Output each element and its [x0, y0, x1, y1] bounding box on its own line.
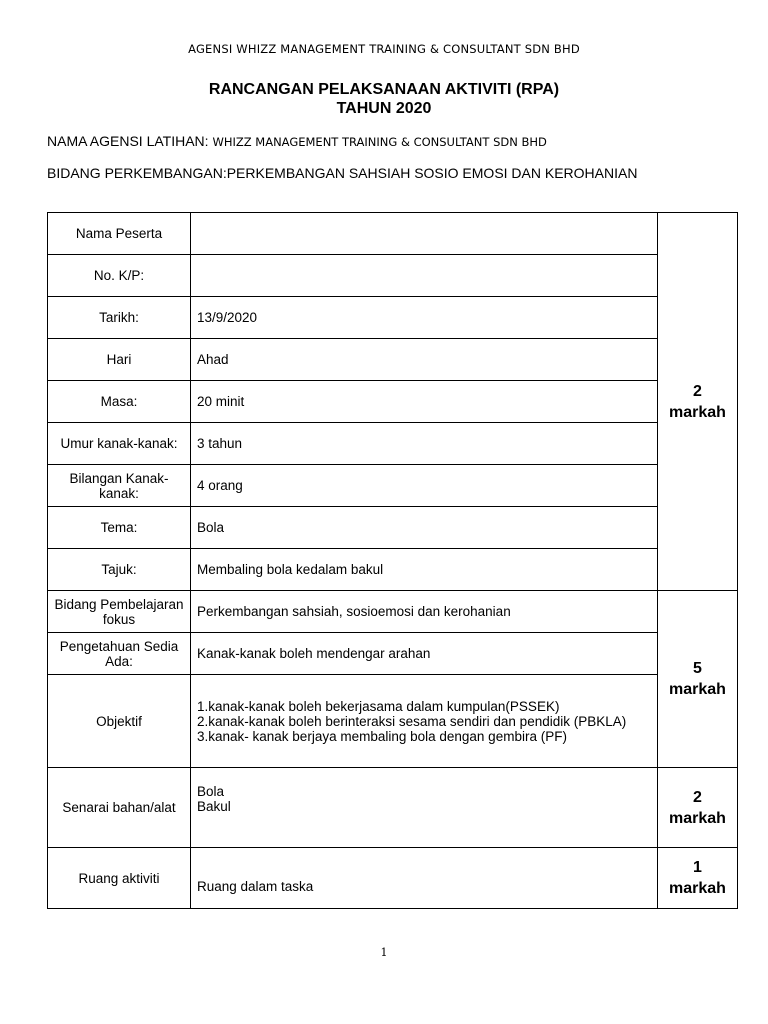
document-title — [0, 80, 768, 118]
rpa-table — [47, 212, 738, 909]
table-row — [48, 768, 738, 848]
table-row — [48, 549, 738, 591]
table-row — [48, 339, 738, 381]
title-line-2: TAHUN 2020 — [336, 100, 432, 117]
row-value: Ahad — [191, 339, 658, 381]
material-item: Bakul — [197, 799, 231, 814]
table-row — [48, 423, 738, 465]
row-label: Tema: — [48, 507, 191, 549]
marks-unit: markah — [669, 880, 726, 897]
header-agency-name: AGENSI WHIZZ MANAGEMENT TRAINING & CONSULTANT SDN BHD — [188, 42, 580, 56]
row-label: Bilangan Kanak-kanak: — [48, 465, 191, 507]
material-item: Bola — [197, 784, 225, 799]
row-label: Objektif — [48, 675, 191, 768]
marks-cell — [658, 213, 738, 591]
agency-line — [47, 133, 547, 149]
row-label: Pengetahuan Sedia Ada: — [48, 633, 191, 675]
objective-item: 3.kanak- kanak berjaya membaling bola dengan gembira (PF) — [197, 728, 567, 744]
row-label: Nama Peserta — [48, 213, 191, 255]
table-row — [48, 465, 738, 507]
row-label: Bidang Pembelajaran fokus — [48, 591, 191, 633]
row-value: Bola — [191, 507, 658, 549]
row-value: Kanak-kanak boleh mendengar arahan — [191, 633, 658, 675]
table-row — [48, 591, 738, 633]
table-row — [48, 675, 738, 768]
row-value: 3 tahun — [191, 423, 658, 465]
row-value-list — [191, 675, 658, 768]
page-number: 1 — [380, 946, 388, 959]
marks-unit: markah — [669, 403, 726, 421]
row-value-list — [191, 768, 658, 848]
agency-value: WHIZZ MANAGEMENT TRAINING & CONSULTANT SDN BHD — [212, 135, 547, 149]
row-value — [191, 255, 658, 297]
row-value: 4 orang — [191, 465, 658, 507]
row-value: Membaling bola kedalam bakul — [191, 549, 658, 591]
row-label: Tajuk: — [48, 549, 191, 591]
marks-cell — [658, 591, 738, 768]
bidang-line: BIDANG PERKEMBANGAN:PERKEMBANGAN SAHSIAH SOSIO EMOSI DAN KEROHANIAN — [47, 165, 638, 181]
marks-number: 2 — [693, 382, 702, 400]
row-label: Umur kanak-kanak: — [48, 423, 191, 465]
row-label: Ruang aktiviti — [48, 848, 191, 909]
marks-cell — [658, 848, 738, 909]
table-row — [48, 255, 738, 297]
row-label: Masa: — [48, 381, 191, 423]
row-value: 13/9/2020 — [191, 297, 658, 339]
row-value: 20 minit — [191, 381, 658, 423]
objective-item: 1.kanak-kanak boleh bekerjasama dalam kumpulan(PSSEK) — [197, 698, 560, 714]
table-row — [48, 633, 738, 675]
title-line-1: RANCANGAN PELAKSANAAN AKTIVITI (RPA) — [208, 81, 560, 98]
agency-label: NAMA AGENSI LATIHAN: — [47, 133, 209, 149]
marks-number: 5 — [693, 660, 702, 677]
table-row — [48, 213, 738, 255]
row-value: Ruang dalam taska — [191, 848, 658, 909]
marks-number: 1 — [693, 859, 702, 876]
table-row — [48, 507, 738, 549]
marks-number: 2 — [693, 788, 702, 806]
marks-unit: markah — [669, 809, 726, 827]
row-label: Tarikh: — [48, 297, 191, 339]
row-label: No. K/P: — [48, 255, 191, 297]
row-label: Hari — [48, 339, 191, 381]
table-row — [48, 297, 738, 339]
row-value — [191, 213, 658, 255]
row-value: Perkembangan sahsiah, sosioemosi dan kerohanian — [191, 591, 658, 633]
table-row — [48, 381, 738, 423]
marks-unit: markah — [669, 681, 726, 698]
objective-item: 2.kanak-kanak boleh berinteraksi sesama sendiri dan pendidik (PBKLA) — [197, 713, 627, 729]
row-label: Senarai bahan/alat — [48, 768, 191, 848]
marks-cell — [658, 768, 738, 848]
table-row — [48, 848, 738, 909]
